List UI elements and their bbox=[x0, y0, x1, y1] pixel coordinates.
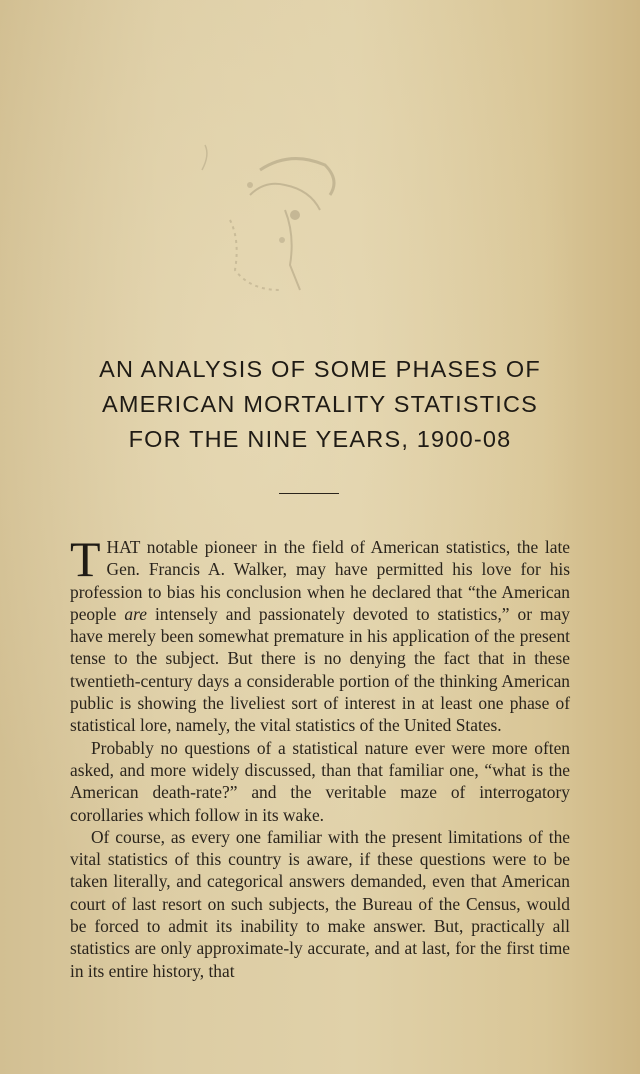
paragraph-1-text-a: HAT notable pioneer in the field of American statistics, the late Gen. Francis A. Walker, may have permitted his love for his profession to bias his conclusion when he declared that “the American people bbox=[70, 537, 570, 624]
article-body bbox=[70, 531, 570, 982]
paragraph-2: Probably no questions of a statistical nature ever were more often asked, and more widely discussed, than that familiar one, “what is the American death-rate?” and the veritable maze of interrogatory corollaries which follow in its wake. bbox=[70, 737, 570, 825]
paragraph-1-text-b: intensely and passionately devoted to statistics,” or may have merely been somewhat premature in his application of the present tense to the subject. But there is no denying the fact that in these twentieth-century days a considerable portion of the thinking American public is showing the liveliest sort of interest in at least one phase of statistical lore, namely, the vital statistics of the United States. bbox=[70, 603, 570, 736]
paragraph-3: Of course, as every one familiar with the present limitations of the vital statistics of this country is aware, if these questions were to be taken literally, and categorical answers demanded, even that American court of last resort on such subjects, the Bureau of the Census, would be forced to admit its inability to make answer. But, practically all statistics are only approximate-ly accurate, and at last, for the first time in its entire history, that bbox=[70, 826, 570, 981]
paragraph-1-italic: are bbox=[124, 603, 147, 624]
title-divider bbox=[279, 493, 339, 494]
drop-cap: T bbox=[70, 531, 101, 587]
title-line-3: FOR THE NINE YEARS, 1900-08 bbox=[128, 426, 512, 452]
article-title bbox=[0, 352, 640, 457]
title-line-2: AMERICAN MORTALITY STATISTICS bbox=[101, 391, 539, 417]
paragraph-1 bbox=[70, 531, 570, 737]
library-stamp-stain bbox=[190, 140, 380, 310]
title-line-1: AN ANALYSIS OF SOME PHASES OF bbox=[99, 356, 541, 382]
